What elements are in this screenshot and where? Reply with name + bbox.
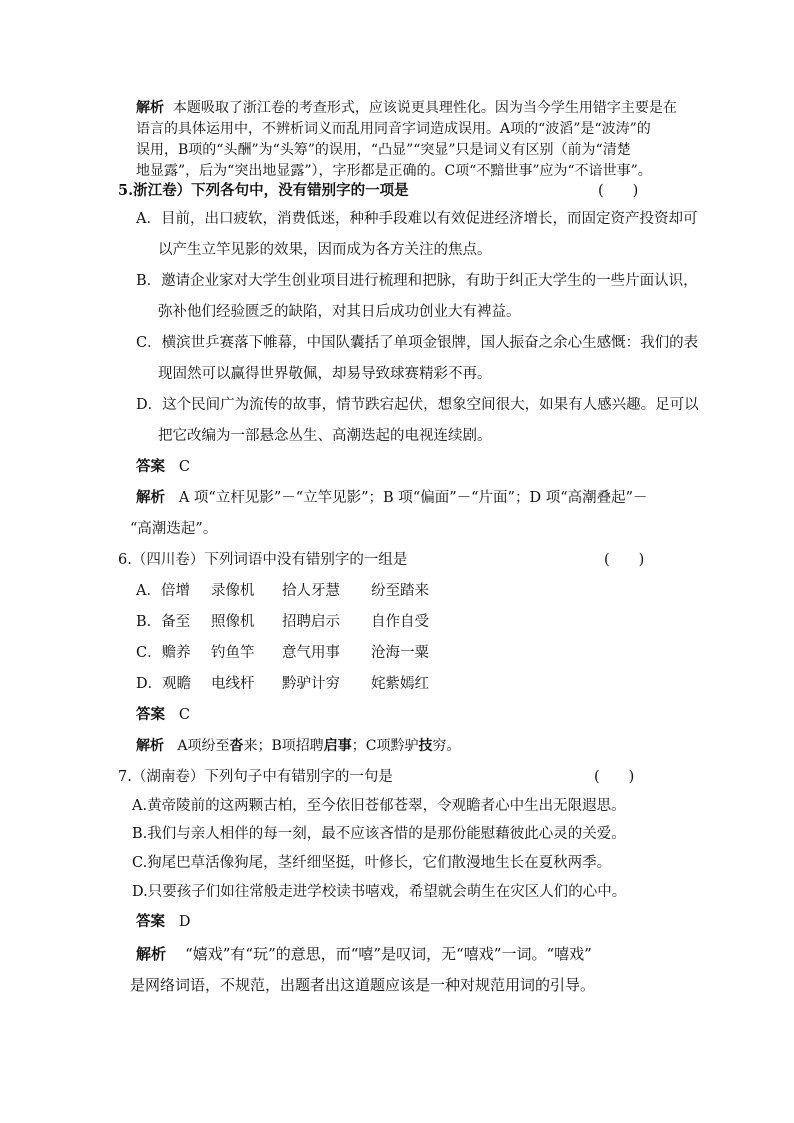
answer-line	[136, 912, 190, 932]
word-cell: B．备至	[136, 614, 191, 630]
analysis-text: A项纷至	[177, 738, 230, 754]
option-d: D.只要孩子们如往常般走进学校读书嘻戏，希望就会萌生在灾区人们的心中。	[132, 884, 627, 900]
word-cell: 招聘启示	[282, 614, 340, 630]
question-7-stem: 7.（湖南卷）下列句子中有错别字的一句是	[118, 769, 393, 785]
word-cell: D．观瞻	[136, 676, 192, 692]
analysis-line	[136, 488, 648, 508]
analysis-label: 解析	[136, 738, 164, 754]
word-cell: 纷至踏来	[371, 583, 429, 599]
word-cell: 电线杆	[211, 676, 255, 692]
option-b-line1: B．邀请企业家对大学生创业项目进行梳理和把脉，有助于纠正大学生的一些片面认识，	[136, 273, 698, 289]
word-cell: 姹紫嫣红	[371, 676, 429, 692]
word-cell: C．赡养	[136, 645, 191, 661]
word-cell: 意气用事	[282, 645, 340, 661]
analysis-line: “高潮迭起”。	[130, 521, 218, 537]
answer-label: 答案	[136, 458, 165, 475]
option-b-line2: 弥补他们经验匮乏的缺陷，对其日后成功创业大有裨益。	[158, 304, 521, 320]
question-7-paren: ( )	[594, 769, 635, 785]
answer-line	[136, 457, 190, 477]
analysis-line: 是网络词语，不规范，出题者出这道题应该是一种对规范用词的引导。	[130, 976, 596, 994]
analysis-label: 解析	[136, 100, 164, 116]
analysis-line: 地显露”，后为“突出地显露”），字形都是正确的。C项“不黯世事”应为“不谙世事”。	[136, 163, 652, 179]
answer-label: 答案	[136, 706, 165, 723]
option-a-line1: A．目前，出口疲软，消费低迷，种种手段难以有效促进经济增长，而固定资产投资却可	[136, 211, 698, 227]
option-c-line1: C．横滨世乒赛落下帷幕，中国队囊括了单项金银牌，国人振奋之余心生感慨：我们的表	[136, 335, 699, 351]
word-cell: 黔驴计穷	[282, 676, 340, 692]
word-cell: 沧海一粟	[371, 645, 429, 661]
option-a: A.黄帝陵前的这两颗古柏，至今依旧苍郁苍翠，令观瞻者心中生出无限遐思。	[132, 798, 626, 814]
analysis-label: 解析	[136, 489, 165, 506]
option-c-line2: 现固然可以赢得世界敬佩，却易导致球赛精彩不再。	[158, 366, 492, 382]
option-b: B.我们与亲人相伴的每一刻，最不应该吝惜的是那份能慰藉彼此心灵的关爱。	[132, 826, 626, 842]
analysis-line: 语言的具体运用中，不辨析词义而乱用同音字词造成误用。A项的“波滔”是“波涛”的	[136, 121, 651, 137]
question-5-stem: 5.浙江卷）下列各句中，没有错别字的一项是	[118, 182, 409, 199]
answer-label: 答案	[136, 913, 165, 930]
word-cell: A．倍增	[136, 583, 190, 599]
analysis-text: 本题吸取了浙江卷的考查形式，应该说更具理性化。因为当今学生用错字主要是在	[172, 100, 677, 116]
analysis-text: 穷。	[432, 738, 461, 754]
answer-value: D	[178, 914, 191, 930]
analysis-emphasis: 技	[418, 738, 433, 754]
option-c: C.狗尾巴草活像狗尾，茎纤细坚挺，叶修长，它们散漫地生长在夏秋两季。	[132, 855, 612, 871]
analysis-line	[136, 736, 461, 756]
word-cell: 钓鱼竿	[211, 645, 255, 661]
analysis-emphasis: 启事	[323, 738, 352, 754]
analysis-emphasis: 沓	[229, 738, 244, 754]
word-cell: 自作自受	[371, 614, 429, 630]
analysis-line	[136, 944, 592, 964]
analysis-text: ；C项黔驴	[351, 738, 419, 754]
question-6-paren: ( )	[604, 552, 645, 568]
answer-line	[136, 705, 190, 725]
question-6-stem: 6.（四川卷）下列词语中没有错别字的一组是	[118, 552, 408, 568]
word-cell: 拾人牙慧	[282, 583, 340, 599]
analysis-text: A 项“立杆见影”－“立竿见影”；B 项“偏面”－“片面”；D 项“高潮叠起”－	[178, 490, 648, 506]
answer-value: C	[178, 707, 190, 723]
option-d-line1: D．这个民间广为流传的故事，情节跌宕起伏，想象空间很大，如果有人感兴趣。足可以	[136, 397, 699, 413]
answer-value: C	[178, 459, 190, 475]
word-cell: 录像机	[211, 583, 255, 599]
analysis-label: 解析	[136, 945, 167, 963]
analysis-line: 误用，B项的“头酬”为“头筹”的误用，“凸显”“突显”只是词义有区别（前为“清楚	[136, 142, 631, 158]
analysis-line	[136, 98, 677, 118]
analysis-text: “嬉戏”有“玩”的意思，而“嘻”是叹词，无“嘻戏”一词。“嘻戏”	[185, 945, 592, 963]
option-a-line2: 以产生立竿见影的效果，因而成为各方关注的焦点。	[158, 242, 492, 258]
question-5-paren: ( )	[598, 183, 639, 199]
option-d-line2: 把它改编为一部悬念丛生、高潮迭起的电视连续剧。	[158, 428, 492, 444]
word-cell: 照像机	[211, 614, 255, 630]
analysis-text: 来；B项招聘	[243, 738, 324, 754]
